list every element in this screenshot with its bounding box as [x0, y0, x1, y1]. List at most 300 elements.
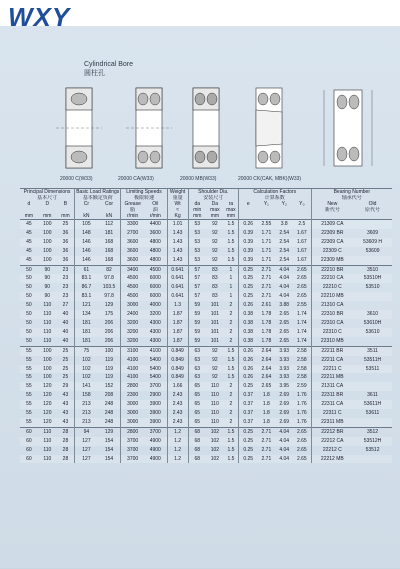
table-cell: 22309 CA — [311, 238, 353, 247]
table-cell: 100 — [98, 346, 121, 355]
table-cell: 3900 — [149, 410, 161, 417]
table-row — [20, 319, 392, 328]
brand-logo: WXY — [8, 2, 71, 32]
table-cell: 120 — [38, 418, 57, 427]
table-cell: 1.67 — [293, 238, 311, 247]
table-cell: 4.04 — [279, 284, 290, 291]
table-cell: 100 — [38, 220, 57, 229]
section-title — [84, 60, 133, 78]
col-oil-cn: 油 — [152, 207, 158, 213]
table-cell: 1.76 — [296, 392, 307, 399]
table-cell: 112 — [98, 220, 121, 229]
table-cell: 206 — [98, 328, 121, 337]
table-cell: 1.5 — [224, 346, 239, 355]
table-cell: 92 — [206, 346, 224, 355]
table-cell: 2900 — [149, 392, 161, 399]
table-cell: 3000 — [121, 301, 144, 310]
table-cell: 40 — [57, 310, 75, 319]
table-cell: 55 — [20, 382, 38, 391]
table-cell: 102 — [75, 365, 98, 374]
table-cell: 22310 C — [311, 328, 353, 337]
table-cell: 3.93 — [279, 356, 290, 363]
table-cell: 0.38 — [239, 328, 258, 337]
table-cell: 2.71 — [261, 284, 272, 291]
header-calc-en: Calculation Factors — [239, 189, 312, 195]
table-cell: 43 — [62, 410, 69, 417]
drawing-caption-ck: 20000 CK(CAK, MBK)(W33) — [238, 176, 302, 182]
table-cell: 4.04 — [275, 265, 293, 274]
table-cell: 25 — [62, 374, 69, 381]
table-cell: 100 — [43, 356, 52, 363]
table-cell: 97.8 — [98, 292, 121, 301]
table-cell: 2.65 — [293, 427, 311, 436]
table-cell: 2.59 — [293, 382, 311, 391]
table-cell: 2.69 — [279, 392, 290, 399]
table-cell: 57 — [188, 265, 206, 274]
table-cell: 120 — [38, 400, 57, 409]
table-cell: 45 — [20, 256, 38, 265]
table-cell: 3200 — [121, 319, 144, 328]
table-cell: 0.641 — [167, 292, 188, 301]
table-cell: 102 — [206, 427, 224, 436]
table-cell: 3.95 — [275, 382, 293, 391]
table-cell: 45 — [20, 220, 38, 229]
table-cell: 3.93 — [279, 374, 290, 381]
table-cell: 50 — [20, 328, 38, 337]
table-cell: 4.04 — [275, 455, 293, 464]
table-cell: 121 — [75, 301, 98, 310]
table-cell: 2 — [229, 410, 233, 417]
col-old-cn: 原代号 — [365, 207, 381, 213]
table-cell — [353, 455, 392, 464]
col-e: e — [239, 201, 258, 207]
table-cell: 4800 — [144, 256, 167, 265]
col-y1: Y₁ — [263, 201, 269, 207]
table-cell: 1.67 — [293, 256, 311, 265]
table-cell: 4500 — [121, 292, 144, 301]
table-cell: 4900 — [149, 446, 161, 453]
table-cell: 208 — [104, 392, 114, 399]
table-cell: 206 — [104, 319, 114, 326]
table-cell: 2 — [229, 392, 233, 399]
col-y0: Y₀ — [299, 201, 305, 207]
unit-d: mm — [24, 213, 34, 219]
table-cell: 94 — [75, 427, 98, 436]
table-cell: 2 — [224, 418, 239, 427]
table-cell: 3000 — [121, 400, 144, 409]
table-cell: 2.65 — [293, 292, 311, 301]
table-cell: 36 — [62, 229, 69, 236]
table-cell: 2.64 — [257, 346, 275, 355]
table-cell: 1.2 — [167, 437, 188, 446]
table-cell: 110 — [206, 400, 224, 409]
table-cell: 53611H — [353, 400, 392, 409]
table-row — [20, 409, 392, 418]
table-cell: 1.74 — [293, 310, 311, 319]
table-cell: 3200 — [144, 310, 167, 319]
table-cell: 1.87 — [167, 319, 188, 328]
table-cell: 2.71 — [257, 437, 275, 446]
table-cell: 1.74 — [296, 319, 307, 326]
table-cell: 60 — [26, 446, 32, 453]
table-cell: 21309 CA — [311, 220, 353, 229]
table-cell: 100 — [38, 238, 57, 247]
table-cell: 45 — [26, 229, 32, 236]
table-cell: 248 — [104, 410, 114, 417]
table-cell — [353, 373, 392, 382]
table-cell: 181 — [75, 319, 98, 328]
table-cell: 22309 BR — [311, 229, 353, 238]
table-cell: 3.8 — [275, 220, 293, 229]
table-cell: 4100 — [121, 365, 144, 374]
table-cell: 3600 — [121, 238, 144, 247]
col-wt: Wt — [167, 201, 188, 207]
table-cell: 101 — [206, 328, 224, 337]
table-cell: 1.3 — [167, 301, 188, 310]
table-row — [20, 446, 392, 455]
table-cell: 4.04 — [279, 446, 290, 453]
header-weight-en: Weight — [167, 189, 188, 195]
table-cell: 119 — [98, 365, 121, 374]
col-cr: Cr — [75, 201, 98, 207]
table-cell: 2.54 — [279, 247, 290, 254]
table-cell: 43 — [62, 392, 69, 399]
table-cell: 92 — [212, 374, 218, 381]
table-cell: 22212 C — [311, 446, 353, 455]
table-cell: 1.71 — [257, 256, 275, 265]
table-cell: 1.5 — [224, 437, 239, 446]
table-cell: 1.5 — [227, 446, 235, 453]
table-cell: 1.2 — [167, 427, 188, 436]
table-cell: 63 — [188, 373, 206, 382]
table-cell: 6000 — [144, 274, 167, 283]
table-cell: 0.39 — [239, 229, 258, 238]
header-bearing-en: Bearing Number — [311, 189, 392, 195]
table-cell: 101 — [206, 310, 224, 319]
drawing-caption-c: 20000 C(W33) — [60, 176, 93, 182]
table-cell: 2.65 — [257, 382, 275, 391]
table-cell: 40 — [57, 328, 75, 337]
table-cell: 2 — [224, 400, 239, 409]
col-D: D — [45, 201, 50, 207]
table-row — [20, 391, 392, 400]
section-title-en: Cylindrical Bore — [84, 61, 134, 68]
table-row — [20, 356, 392, 365]
table-cell: 68 — [188, 427, 206, 436]
table-cell: 0.849 — [167, 356, 188, 365]
table-cell: 0.25 — [239, 446, 258, 455]
table-cell: 57 — [188, 292, 206, 301]
table-cell: 53611 — [365, 410, 380, 417]
table-cell: 36 — [57, 256, 75, 265]
unit-wt: Kg — [167, 213, 188, 220]
table-cell: 50 — [26, 337, 32, 344]
table-cell: 4100 — [144, 346, 167, 355]
table-row — [20, 365, 392, 374]
table-cell: 2.58 — [296, 374, 307, 381]
header-speed-cn: 极限转速 — [121, 195, 167, 201]
table-cell: 3510 — [353, 265, 392, 274]
table-row — [20, 437, 392, 446]
table-cell: 1.5 — [224, 256, 239, 265]
header-calc-cn: 计算系数 — [239, 195, 312, 201]
table-cell: 1.5 — [224, 427, 239, 436]
unit-da: mm — [188, 213, 206, 220]
table-cell: 181 — [75, 328, 98, 337]
table-cell: 127 — [75, 446, 98, 455]
table-cell: 1.5 — [224, 220, 239, 229]
unit-D: mm — [43, 213, 52, 219]
header-shoulder-cn: 安装尺寸 — [188, 195, 238, 201]
header-load-en: Basic Load Ratings — [76, 189, 120, 195]
table-cell: 100 — [38, 346, 57, 355]
table-cell: 1.87 — [167, 328, 188, 337]
table-cell: 0.38 — [239, 310, 258, 319]
table-cell: 92 — [212, 247, 218, 254]
table-cell: 181 — [104, 229, 114, 236]
table-cell: 2.54 — [275, 256, 293, 265]
table-cell: 2.71 — [257, 427, 275, 436]
table-cell: 168 — [98, 238, 121, 247]
table-cell: 59 — [188, 301, 206, 310]
table-cell: 154 — [98, 455, 121, 464]
table-cell: 4900 — [144, 437, 167, 446]
table-cell: 0.39 — [239, 238, 258, 247]
table-cell: 100 — [38, 365, 57, 374]
table-cell: 110 — [38, 310, 57, 319]
table-cell: 55 — [26, 374, 32, 381]
table-cell: 92 — [212, 229, 218, 236]
table-row — [20, 427, 392, 436]
table-cell: 4100 — [121, 356, 144, 365]
table-cell: 36 — [62, 247, 69, 254]
table-cell: 1.67 — [296, 247, 307, 254]
table-cell: 1.74 — [296, 337, 307, 344]
table-cell: 0.39 — [239, 256, 258, 265]
table-cell: 92 — [206, 256, 224, 265]
table-row — [20, 310, 392, 319]
table-cell: 90 — [38, 292, 57, 301]
table-cell: 21311 CA — [311, 382, 353, 391]
unit-oil: r/min — [149, 213, 161, 219]
table-cell: 53 — [188, 229, 206, 238]
table-cell: 22311 C — [311, 409, 353, 418]
table-cell: 1 — [229, 284, 233, 291]
unit-cor: kN — [105, 213, 113, 219]
table-cell: 141 — [75, 382, 98, 391]
table-cell: 23 — [57, 292, 75, 301]
table-cell: 2.65 — [275, 328, 293, 337]
header-weight-cn: 重量 — [167, 195, 188, 201]
table-cell: 22310 BR — [311, 310, 353, 319]
table-cell: 83.1 — [75, 274, 98, 283]
table-row — [20, 283, 392, 292]
table-cell: 63 — [188, 365, 206, 374]
unit-cr: kN — [75, 213, 98, 220]
table-cell: 1.8 — [262, 410, 270, 417]
table-cell: 68 — [188, 437, 206, 446]
table-row — [20, 418, 392, 427]
table-cell: 1.43 — [167, 256, 188, 265]
table-cell: 3700 — [121, 446, 144, 455]
table-cell: 68 — [188, 446, 206, 455]
table-cell: 23 — [57, 265, 75, 274]
table-cell: 40 — [62, 319, 69, 326]
table-cell: 4300 — [149, 319, 161, 326]
table-cell: 120 — [38, 382, 57, 391]
table-cell: 83.1 — [75, 292, 98, 301]
table-cell: 0.641 — [167, 274, 188, 283]
bearing-dimension-drawing — [302, 82, 392, 174]
table-cell: 1.01 — [167, 220, 188, 229]
table-cell: 27 — [62, 302, 69, 309]
table-cell: 0.849 — [167, 373, 188, 382]
table-cell: 28 — [57, 455, 75, 464]
table-cell: 55 — [20, 400, 38, 409]
table-cell: 1.5 — [227, 229, 235, 236]
table-cell: 28 — [57, 437, 75, 446]
table-cell: 86.7 — [75, 283, 98, 292]
table-cell: 2.55 — [296, 302, 307, 309]
table-row — [20, 256, 392, 265]
table-cell: 5400 — [149, 356, 161, 363]
table-cell: 68 — [188, 455, 206, 464]
table-cell: 83 — [212, 284, 218, 291]
table-cell: 119 — [105, 356, 114, 363]
table-cell: 213 — [75, 409, 98, 418]
table-cell: 120 — [43, 410, 52, 417]
table-cell: 1 — [224, 292, 239, 301]
header-shoulder-en: Shoulder Dia. — [188, 189, 238, 195]
table-cell: 22212 MB — [311, 455, 353, 464]
table-cell: 2.64 — [261, 356, 272, 363]
table-cell — [353, 256, 392, 265]
table-cell: 2 — [224, 310, 239, 319]
table-cell: 105 — [75, 220, 98, 229]
table-cell: 53511 — [353, 365, 392, 374]
table-cell: 101 — [210, 337, 220, 344]
table-cell: 2.71 — [257, 265, 275, 274]
table-cell: 4300 — [149, 337, 161, 344]
table-cell: 4500 — [121, 283, 144, 292]
table-cell: 55 — [20, 418, 38, 427]
table-cell: 22311 CA — [311, 400, 353, 409]
table-cell: 101 — [210, 302, 220, 309]
col-ra: ra — [228, 201, 234, 207]
table-cell: 110 — [43, 446, 52, 453]
table-cell: 2.65 — [293, 437, 311, 446]
table-cell: 129 — [104, 302, 114, 309]
table-cell: 59 — [188, 319, 206, 328]
table-cell: 22311 BR — [311, 391, 353, 400]
table-cell: 120 — [43, 392, 52, 399]
table-cell: 55 — [20, 346, 38, 355]
table-cell: 5400 — [144, 365, 167, 374]
table-cell: 25 — [57, 220, 75, 229]
table-cell: 53511H — [363, 356, 382, 363]
spec-table — [20, 188, 392, 569]
table-cell: 75 — [75, 346, 98, 355]
table-cell: 181 — [75, 337, 98, 346]
table-cell: 213 — [75, 418, 98, 427]
table-cell: 50 — [26, 319, 32, 326]
bearing-drawing-c — [48, 82, 110, 174]
table-cell: 22310 MB — [311, 337, 353, 346]
table-cell: 1.8 — [262, 392, 270, 399]
table-cell: 1.2 — [167, 455, 188, 464]
table-cell: 29 — [57, 382, 75, 391]
table-cell: 175 — [98, 310, 121, 319]
table-cell: 4.04 — [275, 292, 293, 301]
bearing-drawing-mb — [175, 82, 237, 174]
table-cell: 1.78 — [257, 328, 275, 337]
table-row — [20, 274, 392, 283]
table-cell: 59 — [188, 328, 206, 337]
table-cell — [353, 382, 392, 391]
table-cell: 3100 — [121, 346, 144, 355]
table-cell: 53510H — [353, 274, 392, 283]
table-cell: 2700 — [121, 229, 144, 238]
table-cell: 1.66 — [167, 382, 188, 391]
table-cell: 63 — [188, 346, 206, 355]
table-cell: 4500 — [144, 265, 167, 274]
table-cell: 2 — [224, 382, 239, 391]
table-cell: 43 — [57, 418, 75, 427]
table-cell: 1.76 — [293, 400, 311, 409]
table-cell: 65 — [188, 409, 206, 418]
table-cell: 2.54 — [279, 229, 290, 236]
table-cell: 3700 — [144, 382, 167, 391]
table-cell: 154 — [98, 437, 121, 446]
table-cell: 23 — [57, 274, 75, 283]
table-cell: 3600 — [121, 247, 144, 256]
table-cell: 101 — [210, 319, 220, 326]
table-cell: 0.26 — [239, 373, 258, 382]
col-old: Old — [368, 201, 377, 207]
table-cell: 22210 CA — [311, 274, 353, 283]
table-cell: 1.78 — [257, 310, 275, 319]
col-new: New — [311, 201, 353, 207]
table-cell: 82 — [98, 265, 121, 274]
table-cell: 1.8 — [257, 400, 275, 409]
table-cell: 1.76 — [293, 418, 311, 427]
table-cell: 2 — [229, 319, 233, 326]
table-cell: 2 — [224, 328, 239, 337]
table-cell: 2.71 — [257, 274, 275, 283]
table-cell: 1.43 — [167, 247, 188, 256]
col-d: d — [27, 201, 31, 207]
table-cell: 45 — [26, 247, 32, 254]
table-cell: 3611 — [367, 392, 378, 399]
col-wt-approx: ≈ — [167, 207, 188, 213]
table-cell — [353, 301, 392, 310]
table-cell: 4000 — [149, 302, 161, 309]
table-cell: 0.26 — [239, 220, 258, 229]
table-cell: 92 — [206, 238, 224, 247]
table-cell: 53610H — [363, 319, 382, 326]
table-cell: 2800 — [121, 382, 144, 391]
table-cell: 50 — [20, 292, 38, 301]
table-cell: 2.65 — [279, 319, 290, 326]
table-cell: 22211 C — [311, 365, 353, 374]
section-title-cn: 圆柱孔 — [84, 70, 105, 77]
table-cell: 2.65 — [296, 446, 307, 453]
table-cell: 55 — [26, 356, 32, 363]
table-cell: 90 — [44, 284, 51, 291]
table-cell: 25 — [62, 356, 69, 363]
table-cell: 110 — [38, 328, 57, 337]
table-cell: 55 — [26, 392, 32, 399]
